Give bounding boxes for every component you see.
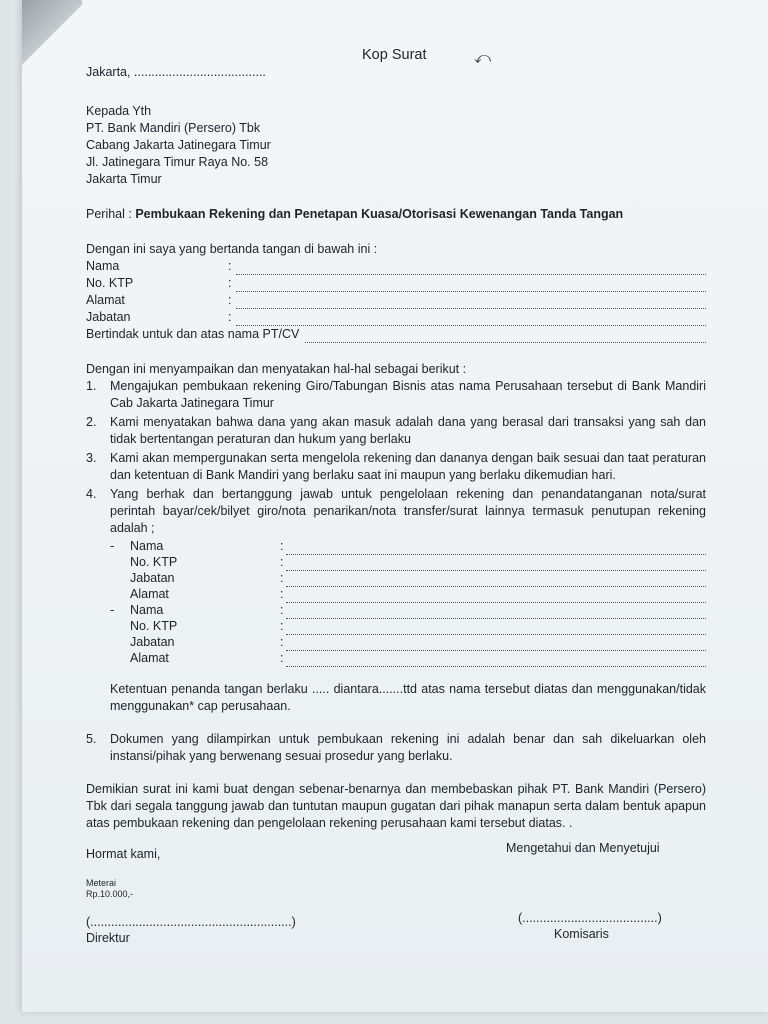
meterai-value: Rp.10.000,- [86, 889, 134, 899]
right-heading: Mengetahui dan Menyetujui [506, 841, 660, 855]
field-colon: : [228, 259, 232, 273]
left-signature-line: (..........................................................) [86, 915, 296, 929]
subject-text: Pembukaan Rekening dan Penetapan Kuasa/Otorisasi Kewenangan Tanda Tangan [135, 207, 624, 221]
field-alamat [86, 292, 706, 309]
left-heading: Hormat kami, [86, 847, 161, 861]
meterai-label: Meterai [86, 878, 117, 888]
item-number: 5. [86, 732, 97, 746]
recipient-line: Jl. Jatinegara Timur Raya No. 58 [86, 155, 269, 169]
recipient-line: Kepada Yth [86, 104, 152, 118]
field-label: Nama [130, 603, 164, 617]
field-label: Jabatan [130, 571, 175, 585]
field-label: Jabatan [130, 635, 175, 649]
field-jabatan [86, 309, 706, 326]
dotted-line [286, 607, 706, 619]
letter-body [86, 40, 706, 966]
signature-block [86, 841, 706, 966]
field-colon: : [280, 571, 284, 585]
kop-surat-title: Kop Surat [362, 47, 427, 63]
dotted-line [236, 296, 706, 309]
right-signature-line: (.......................................) [518, 911, 662, 925]
item-text: Kami menyatakan bahwa dana yang akan masuk adalah dana yang berasal dari transaksi yang sah dan tidak bertentangan peraturan dan hukum yang berlaku [110, 415, 706, 446]
statement-intro: Dengan ini menyampaikan dan menyatakan hal-hal sebagai berikut : [86, 362, 467, 376]
list-item [86, 414, 706, 448]
statement-list-cont [86, 731, 706, 765]
field-colon: : [280, 619, 284, 633]
dotted-line [305, 330, 706, 343]
item-number: 2. [86, 415, 97, 429]
field-label: Jabatan [86, 310, 131, 324]
dotted-line [236, 262, 706, 275]
field-label: No. KTP [130, 555, 178, 569]
acting-label: Bertindak untuk dan atas nama PT/CV [86, 327, 300, 341]
dotted-line [286, 559, 706, 571]
field-label: No. KTP [86, 276, 134, 290]
item-text: Yang berhak dan bertanggung jawab untuk pengelolaan rekening dan penandatanganan nota/surat perintah bayar/cek/bilyet giro/nota penarikan/nota transfer/surat lainnya termasuk penutupan rekening adalah ; [110, 487, 706, 535]
date-line: Jakarta, ...................................... [86, 65, 266, 79]
authorized-person-1 [110, 539, 706, 603]
dash-bullet: - [110, 603, 115, 617]
field-colon: : [280, 539, 284, 553]
subject-line [86, 206, 706, 223]
handwritten-mark: ⤺ [474, 50, 492, 67]
field-colon: : [228, 276, 232, 290]
dotted-line [286, 591, 706, 603]
authorized-person-2 [110, 603, 706, 667]
item-number: 3. [86, 451, 97, 465]
field-colon: : [280, 635, 284, 649]
statement-list [86, 378, 706, 537]
field-nama [86, 258, 706, 275]
list-item [86, 450, 706, 484]
item-number: 1. [86, 379, 97, 393]
page-corner-shadow [22, 0, 82, 100]
item-text: Kami akan mempergunakan serta mengelola rekening dan dananya dengan baik sesuai dan taat peraturan dan ketentuan di Bank Mandiri yang berlaku saat ini maupun yang berlaku dikemudian hari. [110, 451, 706, 482]
field-label: Nama [130, 539, 164, 553]
dotted-line [286, 655, 706, 667]
sub-field [110, 603, 706, 619]
recipient-line: Cabang Jakarta Jatinegara Timur [86, 138, 271, 152]
field-colon: : [280, 651, 284, 665]
sub-field [110, 555, 706, 571]
dotted-line [286, 639, 706, 651]
closing-paragraph: Demikian surat ini kami buat dengan sebenar-benarnya dan membebaskan pihak PT. Bank Mandiri (Persero) Tbk dari segala tanggung jawab dan tuntutan maupun gugatan dari pihak manapun serta dalam bentuk apapun atas pembukaan rekening dan pengelolaan rekening perusahaan kami tersebut diatas. . [86, 782, 706, 830]
sub-field [110, 635, 706, 651]
field-colon: : [228, 293, 232, 307]
sub-field [110, 619, 706, 635]
recipient-line: PT. Bank Mandiri (Persero) Tbk [86, 121, 261, 135]
sub-field [110, 571, 706, 587]
dash-bullet: - [110, 539, 115, 553]
list-item [86, 378, 706, 412]
ketentuan-text: Ketentuan penanda tangan berlaku ..... diantara.......ttd atas nama tersebut diatas dan menggunakan/tidak menggunakan* cap perusahaan. [110, 682, 706, 713]
field-label: No. KTP [130, 619, 178, 633]
dotted-line [236, 313, 706, 326]
dotted-line [286, 543, 706, 555]
item-text: Dokumen yang dilampirkan untuk pembukaan rekening ini adalah benar dan sah dikeluarkan oleh instansi/pihak yang berwenang sesuai prosedur yang berlaku. [110, 732, 706, 763]
recipient-block [86, 103, 706, 188]
list-item [86, 486, 706, 537]
intro-text: Dengan ini saya yang bertanda tangan di bawah ini : [86, 242, 378, 256]
field-colon: : [280, 603, 284, 617]
sub-field [110, 651, 706, 667]
field-label: Nama [86, 259, 120, 273]
field-colon: : [280, 555, 284, 569]
dotted-line [286, 575, 706, 587]
left-signature-title: Direktur [86, 931, 130, 945]
field-colon: : [280, 587, 284, 601]
field-label: Alamat [130, 651, 169, 665]
field-ktp [86, 275, 706, 292]
item-number: 4. [86, 487, 97, 501]
dotted-line [236, 279, 706, 292]
field-label: Alamat [130, 587, 169, 601]
sub-field [110, 587, 706, 603]
sub-field [110, 539, 706, 555]
field-label: Alamat [86, 293, 125, 307]
field-colon: : [228, 310, 232, 324]
list-item [86, 731, 706, 765]
subject-label: Perihal : [86, 207, 132, 221]
dotted-line [286, 623, 706, 635]
item-text: Mengajukan pembukaan rekening Giro/Tabungan Bisnis atas nama Perusahaan tersebut di Bank Mandiri Cab Jakarta Jatinegara Timur [110, 379, 706, 410]
document-sheet [22, 0, 768, 1012]
recipient-line: Jakarta Timur [86, 172, 162, 186]
field-acting [86, 326, 706, 343]
right-signature-title: Komisaris [554, 927, 609, 941]
